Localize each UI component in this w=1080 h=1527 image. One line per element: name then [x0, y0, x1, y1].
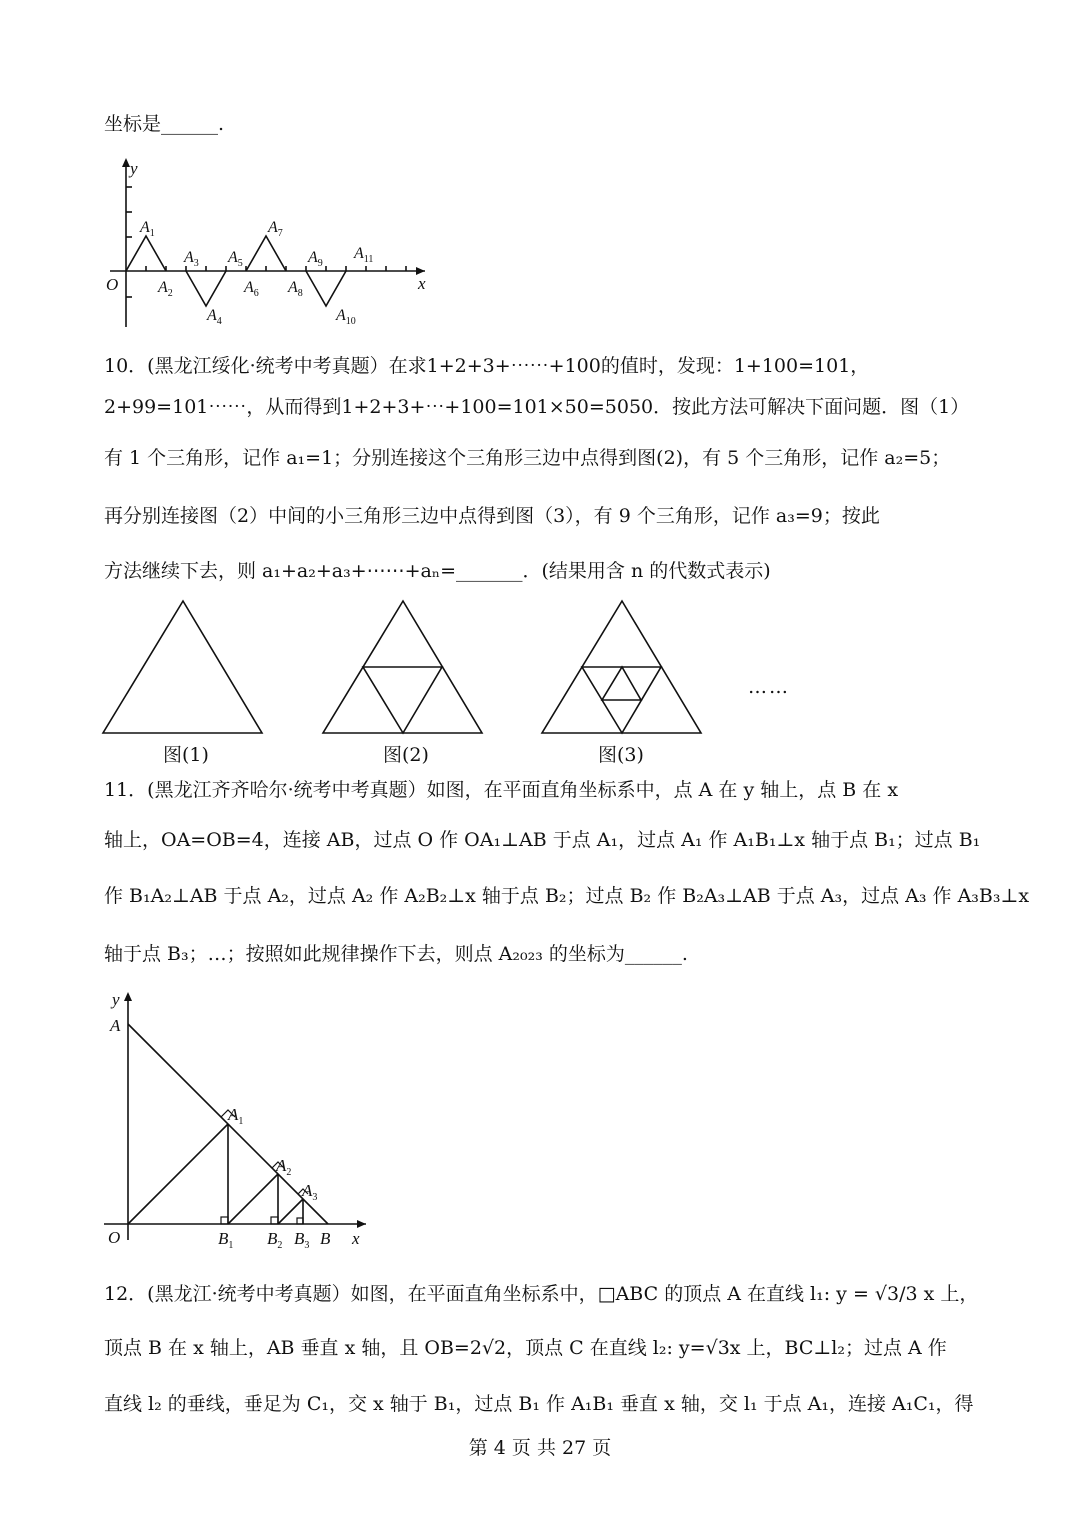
question-9-tail: 坐标是______.	[104, 113, 225, 135]
q9-origin-label: O	[106, 275, 119, 294]
q9-y-label: y	[130, 159, 138, 178]
q10-fig-label-3: 图(3)	[598, 744, 644, 766]
q9-label-a4: $A_4$	[207, 307, 222, 327]
q10-line-1: 10．(黑龙江绥化·统考中考真题）在求1+2+3+⋯⋯+100的值时，发现：1+100=101，	[104, 355, 870, 377]
q9-label-a8: $A_8$	[288, 279, 303, 299]
q11-line-1: 11．(黑龙江齐齐哈尔·统考中考真题）如图，在平面直角坐标系中，点 A 在 y 轴上，点 B 在 x	[104, 779, 899, 801]
q10-figure-1	[102, 600, 264, 736]
q11-y-label: y	[112, 990, 120, 1009]
q9-label-a1: $A_1$	[140, 219, 155, 239]
q9-x-label: x	[418, 274, 426, 293]
q11-origin-label: O	[108, 1228, 121, 1247]
q10-ellipsis: ……	[748, 676, 790, 698]
q9-label-a10: $A_{10}$	[336, 307, 356, 327]
q11-label-b: B	[320, 1229, 331, 1248]
q11-line-3: 作 B₁A₂⊥AB 于点 A₂，过点 A₂ 作 A₂B₂⊥x 轴于点 B₂；过点 B₂ 作 B₂A₃⊥AB 于点 A₃，过点 A₃ 作 A₃B₃⊥x	[104, 885, 1030, 907]
q9-label-a2: $A_2$	[158, 279, 173, 299]
q11-perpendicular-figure	[104, 988, 374, 1250]
q10-line-5: 方法继续下去，则 a₁+a₂+a₃+⋯⋯+aₙ=_______．(结果用含 n 的代数式表示)	[104, 560, 771, 582]
q11-line-4: 轴于点 B₃；…；按照如此规律操作下去，则点 A₂₀₂₃ 的坐标为______.	[104, 943, 688, 965]
q11-label-a: A	[110, 1016, 121, 1035]
q10-figure-3	[541, 600, 703, 736]
q9-label-a5: $A_5$	[228, 249, 243, 269]
q10-line-4: 再分别连接图（2）中间的小三角形三边中点得到图（3），有 9 个三角形，记作 a₃=9；按此	[104, 505, 880, 527]
q12-line-2: 顶点 B 在 x 轴上，AB 垂直 x 轴，且 OB=2√2，顶点 C 在直线 l₂: y=√3x 上，BC⊥l₂；过点 A 作	[104, 1337, 947, 1359]
page-footer: 第 4 页 共 27 页	[468, 1437, 612, 1459]
q10-fig-label-2: 图(2)	[383, 744, 429, 766]
q9-zigzag-figure	[100, 152, 440, 332]
q12-line-1: 12．(黑龙江·统考中考真题）如图，在平面直角坐标系中，□ABC 的顶点 A 在直线 l₁: y = √3/3 x 上，	[104, 1283, 979, 1305]
q9-label-a9: $A_9$	[308, 249, 323, 269]
q9-label-a7: $A_7$	[268, 219, 283, 239]
q11-label-a3: $A_3$	[302, 1181, 318, 1203]
q9-label-a6: $A_6$	[244, 279, 259, 299]
q10-figure-2	[322, 600, 484, 736]
q11-x-label: x	[352, 1229, 360, 1248]
q9-label-a11: $A_{11}$	[354, 245, 374, 265]
q10-line-2: 2+99=101⋯⋯，从而得到1+2+3+⋯+100=101×50=5050．按此方法可解决下面问题．图（1）	[104, 396, 970, 418]
q9-label-a3: $A_3$	[184, 249, 199, 269]
q10-fig-label-1: 图(1)	[163, 744, 209, 766]
q12-line-3: 直线 l₂ 的垂线，垂足为 C₁，交 x 轴于 B₁，过点 B₁ 作 A₁B₁ 垂直 x 轴，交 l₁ 于点 A₁，连接 A₁C₁，得	[104, 1393, 974, 1415]
q11-label-b2: $B_2$	[267, 1229, 283, 1251]
q11-label-a1: $A_1$	[228, 1105, 244, 1127]
q11-label-a2: $A_2$	[276, 1156, 292, 1178]
q10-line-3: 有 1 个三角形，记作 a₁=1；分别连接这个三角形三边中点得到图(2)，有 5 个三角形，记作 a₂=5；	[104, 447, 951, 469]
q11-label-b3: $B_3$	[294, 1229, 310, 1251]
q11-label-b1: $B_1$	[218, 1229, 234, 1251]
q11-line-2: 轴上，OA=OB=4，连接 AB，过点 O 作 OA₁⊥AB 于点 A₁，过点 A₁ 作 A₁B₁⊥x 轴于点 B₁；过点 B₁	[104, 829, 981, 851]
